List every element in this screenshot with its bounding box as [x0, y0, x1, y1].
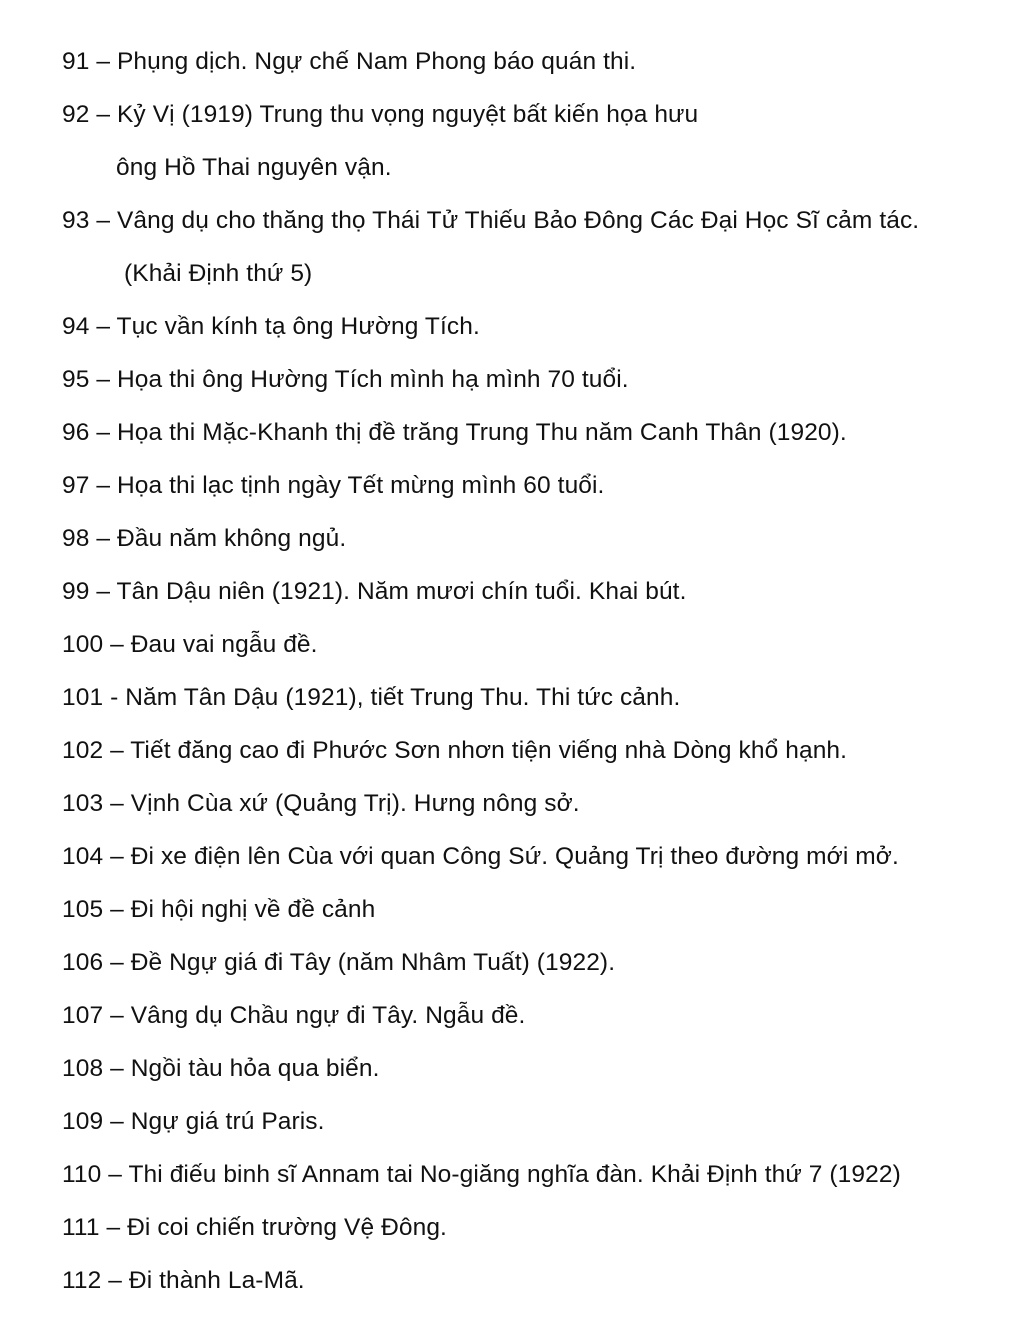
- entry-105: 105 – Đi hội nghị về đề cảnh: [62, 896, 376, 923]
- entry-91: 91 – Phụng dịch. Ngự chế Nam Phong báo quán thi.: [62, 48, 637, 75]
- entry-112: 112 – Đi thành La-Mã.: [62, 1267, 305, 1294]
- entry-109: 109 – Ngự giá trú Paris.: [62, 1108, 325, 1135]
- entry-108: 108 – Ngồi tàu hỏa qua biển.: [62, 1055, 380, 1082]
- entry-106: 106 – Đề Ngự giá đi Tây (năm Nhâm Tuất) (1922).: [62, 949, 616, 976]
- entry-96: 96 – Họa thi Mặc-Khanh thị đề trăng Trung Thu năm Canh Thân (1920).: [62, 419, 847, 446]
- entry-95: 95 – Họa thi ông Hường Tích mình hạ mình 70 tuổi.: [62, 366, 629, 393]
- entry-107: 107 – Vâng dụ Chầu ngự đi Tây. Ngẫu đề.: [62, 1002, 526, 1029]
- entry-104: 104 – Đi xe điện lên Cùa với quan Công Sứ. Quảng Trị theo đường mới mở.: [62, 843, 899, 870]
- entry-101: 101 - Năm Tân Dậu (1921), tiết Trung Thu. Thi tức cảnh.: [62, 684, 681, 711]
- entry-110: 110 – Thi điếu binh sĩ Annam tai No-giăng nghĩa đàn. Khải Định thứ 7 (1922): [62, 1161, 901, 1188]
- entry-92-continuation: ông Hồ Thai nguyên vận.: [116, 154, 392, 181]
- entry-100: 100 – Đau vai ngẫu đề.: [62, 631, 318, 658]
- entry-102: 102 – Tiết đăng cao đi Phước Sơn nhơn tiện viếng nhà Dòng khổ hạnh.: [62, 737, 848, 764]
- entry-111: 111 – Đi coi chiến trường Vệ Đông.: [62, 1214, 447, 1241]
- entry-92: 92 – Kỷ Vị (1919) Trung thu vọng nguyệt bất kiến họa hưu: [62, 101, 699, 128]
- entry-98: 98 – Đầu năm không ngủ.: [62, 525, 347, 552]
- entry-93: 93 – Vâng dụ cho thăng thọ Thái Tử Thiếu Bảo Đông Các Đại Học Sĩ cảm tác.: [62, 207, 920, 234]
- entry-99: 99 – Tân Dậu niên (1921). Năm mươi chín tuổi. Khai bút.: [62, 578, 687, 605]
- entry-97: 97 – Họa thi lạc tịnh ngày Tết mừng mình 60 tuổi.: [62, 472, 605, 499]
- entry-103: 103 – Vịnh Cùa xứ (Quảng Trị). Hưng nông sở.: [62, 790, 580, 817]
- entry-94: 94 – Tục vần kính tạ ông Hường Tích.: [62, 313, 480, 340]
- entry-93-continuation: (Khải Định thứ 5): [124, 260, 313, 287]
